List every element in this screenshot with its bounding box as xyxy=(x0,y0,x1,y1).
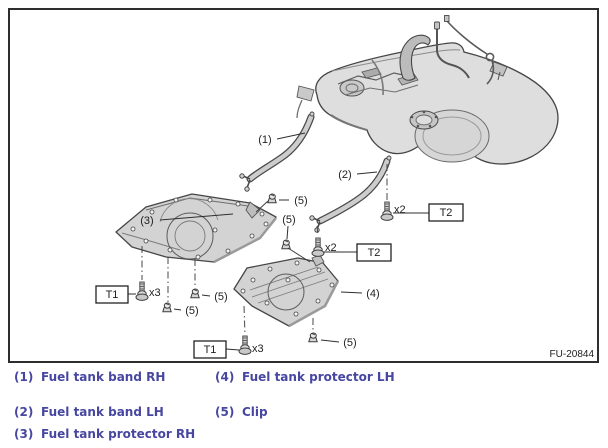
legend-item-2-label: Fuel tank band LH xyxy=(41,405,164,419)
callout-band-rh: (1) xyxy=(258,134,272,146)
callout-protector-rh: (3) xyxy=(140,215,154,227)
clip-c xyxy=(191,289,199,298)
legend-item-4 xyxy=(215,370,395,384)
torque-tag-t2-lower-label: T2 xyxy=(367,247,381,259)
legend-item-5-label: Clip xyxy=(242,405,268,419)
torque-tag-t1-left xyxy=(96,286,128,303)
legend-item-2-number: (2) xyxy=(14,405,34,419)
torque-tag-t1-right xyxy=(194,341,226,358)
torque-tag-t2-lower xyxy=(357,244,391,261)
qty-x2-lower: x2 xyxy=(325,242,337,254)
callout-clip-b: (5) xyxy=(282,214,296,226)
clip-a xyxy=(268,194,276,203)
callout-clip-a: (5) xyxy=(294,195,308,207)
callout-band-lh: (2) xyxy=(338,169,352,181)
legend-item-3-label: Fuel tank protector RH xyxy=(41,427,196,441)
legend-item-2 xyxy=(14,405,164,419)
clip-b xyxy=(282,240,290,249)
legend-item-3 xyxy=(14,427,195,441)
legend-item-4-number: (4) xyxy=(215,370,235,384)
torque-tag-t1-left-label: T1 xyxy=(105,289,119,301)
qty-x2-upper: x2 xyxy=(394,204,406,216)
legend-item-5 xyxy=(215,405,268,419)
legend-item-5-number: (5) xyxy=(215,405,235,419)
legend-item-1-label: Fuel tank band RH xyxy=(41,370,166,384)
legend-item-1 xyxy=(14,370,165,384)
clip-d xyxy=(163,303,171,312)
fuel-pump-flange xyxy=(410,111,438,129)
torque-tag-t2-upper-label: T2 xyxy=(439,207,453,219)
clip-e xyxy=(309,333,317,342)
legend-item-4-label: Fuel tank protector LH xyxy=(242,370,395,384)
torque-tag-t2-upper xyxy=(429,204,463,221)
legend-item-3-number: (3) xyxy=(14,427,34,441)
callout-protector-lh: (4) xyxy=(366,288,380,300)
callout-clip-c: (5) xyxy=(214,291,228,303)
callout-clip-d: (5) xyxy=(185,305,199,317)
callout-clip-e: (5) xyxy=(343,337,357,349)
qty-x3-right: x3 xyxy=(252,343,264,355)
qty-x3-left: x3 xyxy=(149,287,161,299)
figure-code: FU-20844 xyxy=(549,349,594,360)
torque-tag-t1-right-label: T1 xyxy=(203,344,217,356)
legend-item-1-number: (1) xyxy=(14,370,34,384)
